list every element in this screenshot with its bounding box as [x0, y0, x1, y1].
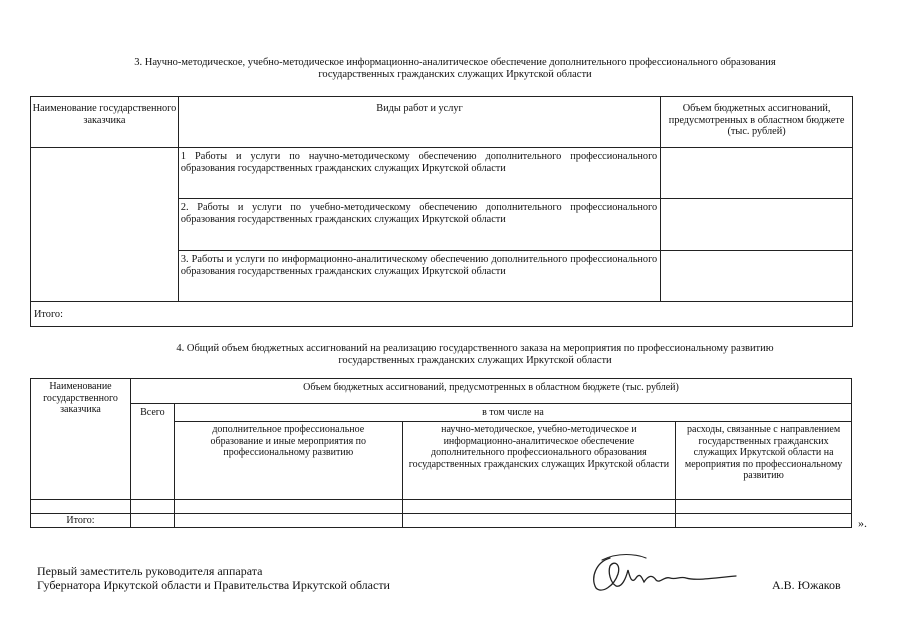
- section4-heading-line1: 4. Общий объем бюджетных ассигнований на реализацию государственного заказа на мероприятия по профессиональному развитию: [176, 343, 774, 354]
- section3-table: [30, 96, 853, 327]
- section4-heading: [90, 343, 860, 367]
- section4-subcol-2: научно-методическое, учебно-методическое и информационно-аналитическое обеспечение дополнительного профессионального образования государственных гражданских служащих Иркутской области: [402, 422, 676, 500]
- section4-total-row: [31, 514, 852, 528]
- section4-total-cell: [130, 514, 174, 528]
- section4-total-cell: [676, 514, 852, 528]
- signatory-position-line1: Первый заместитель руководителя аппарата: [37, 564, 263, 578]
- table-row: [31, 500, 852, 514]
- section3-row-3: 3. Работы и услуги по информационно-аналитическому обеспечению дополнительного профессионального образования государственных гражданских служащих Иркутской области: [178, 251, 660, 302]
- section3-heading: [40, 57, 870, 81]
- section3-budget-cell-1: [661, 148, 853, 199]
- signatory-position-line2: Губернатора Иркутской области и Правительства Иркутской области: [37, 578, 390, 592]
- signatory-position: [37, 564, 390, 592]
- section3-budget-cell-3: [661, 251, 853, 302]
- section3-heading-line2: государственных гражданских служащих Иркутской области: [318, 69, 592, 80]
- section3-total-label: Итого:: [31, 302, 853, 327]
- section4-total-label: Итого:: [31, 514, 131, 528]
- signatory-name: А.В. Южаков: [772, 578, 841, 592]
- closing-mark: ».: [858, 516, 867, 530]
- section3-row-1: 1 Работы и услуги по научно-методическому обеспечению дополнительного профессионального образования государственных гражданских служащих Иркутской области: [178, 148, 660, 199]
- section4-subcol-1: дополнительное профессиональное образование и иные мероприятия по профессиональному развитию: [174, 422, 402, 500]
- section3-row-2: 2. Работы и услуги по учебно-методическому обеспечению дополнительного профессионального образования государственных гражданских служащих Иркутской области: [178, 199, 660, 251]
- section3-col-customer: Наименование государственного заказчика: [31, 97, 179, 148]
- section3-total-row: [31, 302, 853, 327]
- section4-col-including: в том числе на: [174, 404, 851, 422]
- section3-header-row: [31, 97, 853, 148]
- section3-heading-line1: 3. Научно-методическое, учебно-методическое информационно-аналитическое обеспечение дополнительного профессионального образования: [134, 57, 776, 68]
- section3-col-budget: Объем бюджетных ассигнований, предусмотренных в областном бюджете (тыс. рублей): [661, 97, 853, 148]
- section4-heading-line2: государственных гражданских служащих Иркутской области: [338, 355, 612, 366]
- section4-empty-cell: [31, 500, 131, 514]
- section4-subcol-3: расходы, связанные с направлением государственных гражданских служащих Иркутской области на мероприятия по профессиональному развитию: [676, 422, 852, 500]
- handwritten-signature: [588, 548, 748, 598]
- section4-total-cell: [402, 514, 676, 528]
- section4-total-cell: [174, 514, 402, 528]
- section4-col-budget: Объем бюджетных ассигнований, предусмотренных в областном бюджете (тыс. рублей): [130, 379, 851, 404]
- section4-empty-cell: [402, 500, 676, 514]
- table-row: [31, 148, 853, 199]
- section4-table: [30, 378, 852, 528]
- section4-empty-cell: [676, 500, 852, 514]
- section4-col-customer: Наименование государственного заказчика: [31, 379, 131, 500]
- section3-budget-cell-2: [661, 199, 853, 251]
- section4-subheader-row: [31, 404, 852, 422]
- section4-empty-cell: [130, 500, 174, 514]
- section4-empty-cell: [174, 500, 402, 514]
- section4-col-total: Всего: [130, 404, 174, 500]
- section3-col-works: Виды работ и услуг: [178, 97, 660, 148]
- section4-header-row: [31, 379, 852, 404]
- section3-customer-cell: [31, 148, 179, 302]
